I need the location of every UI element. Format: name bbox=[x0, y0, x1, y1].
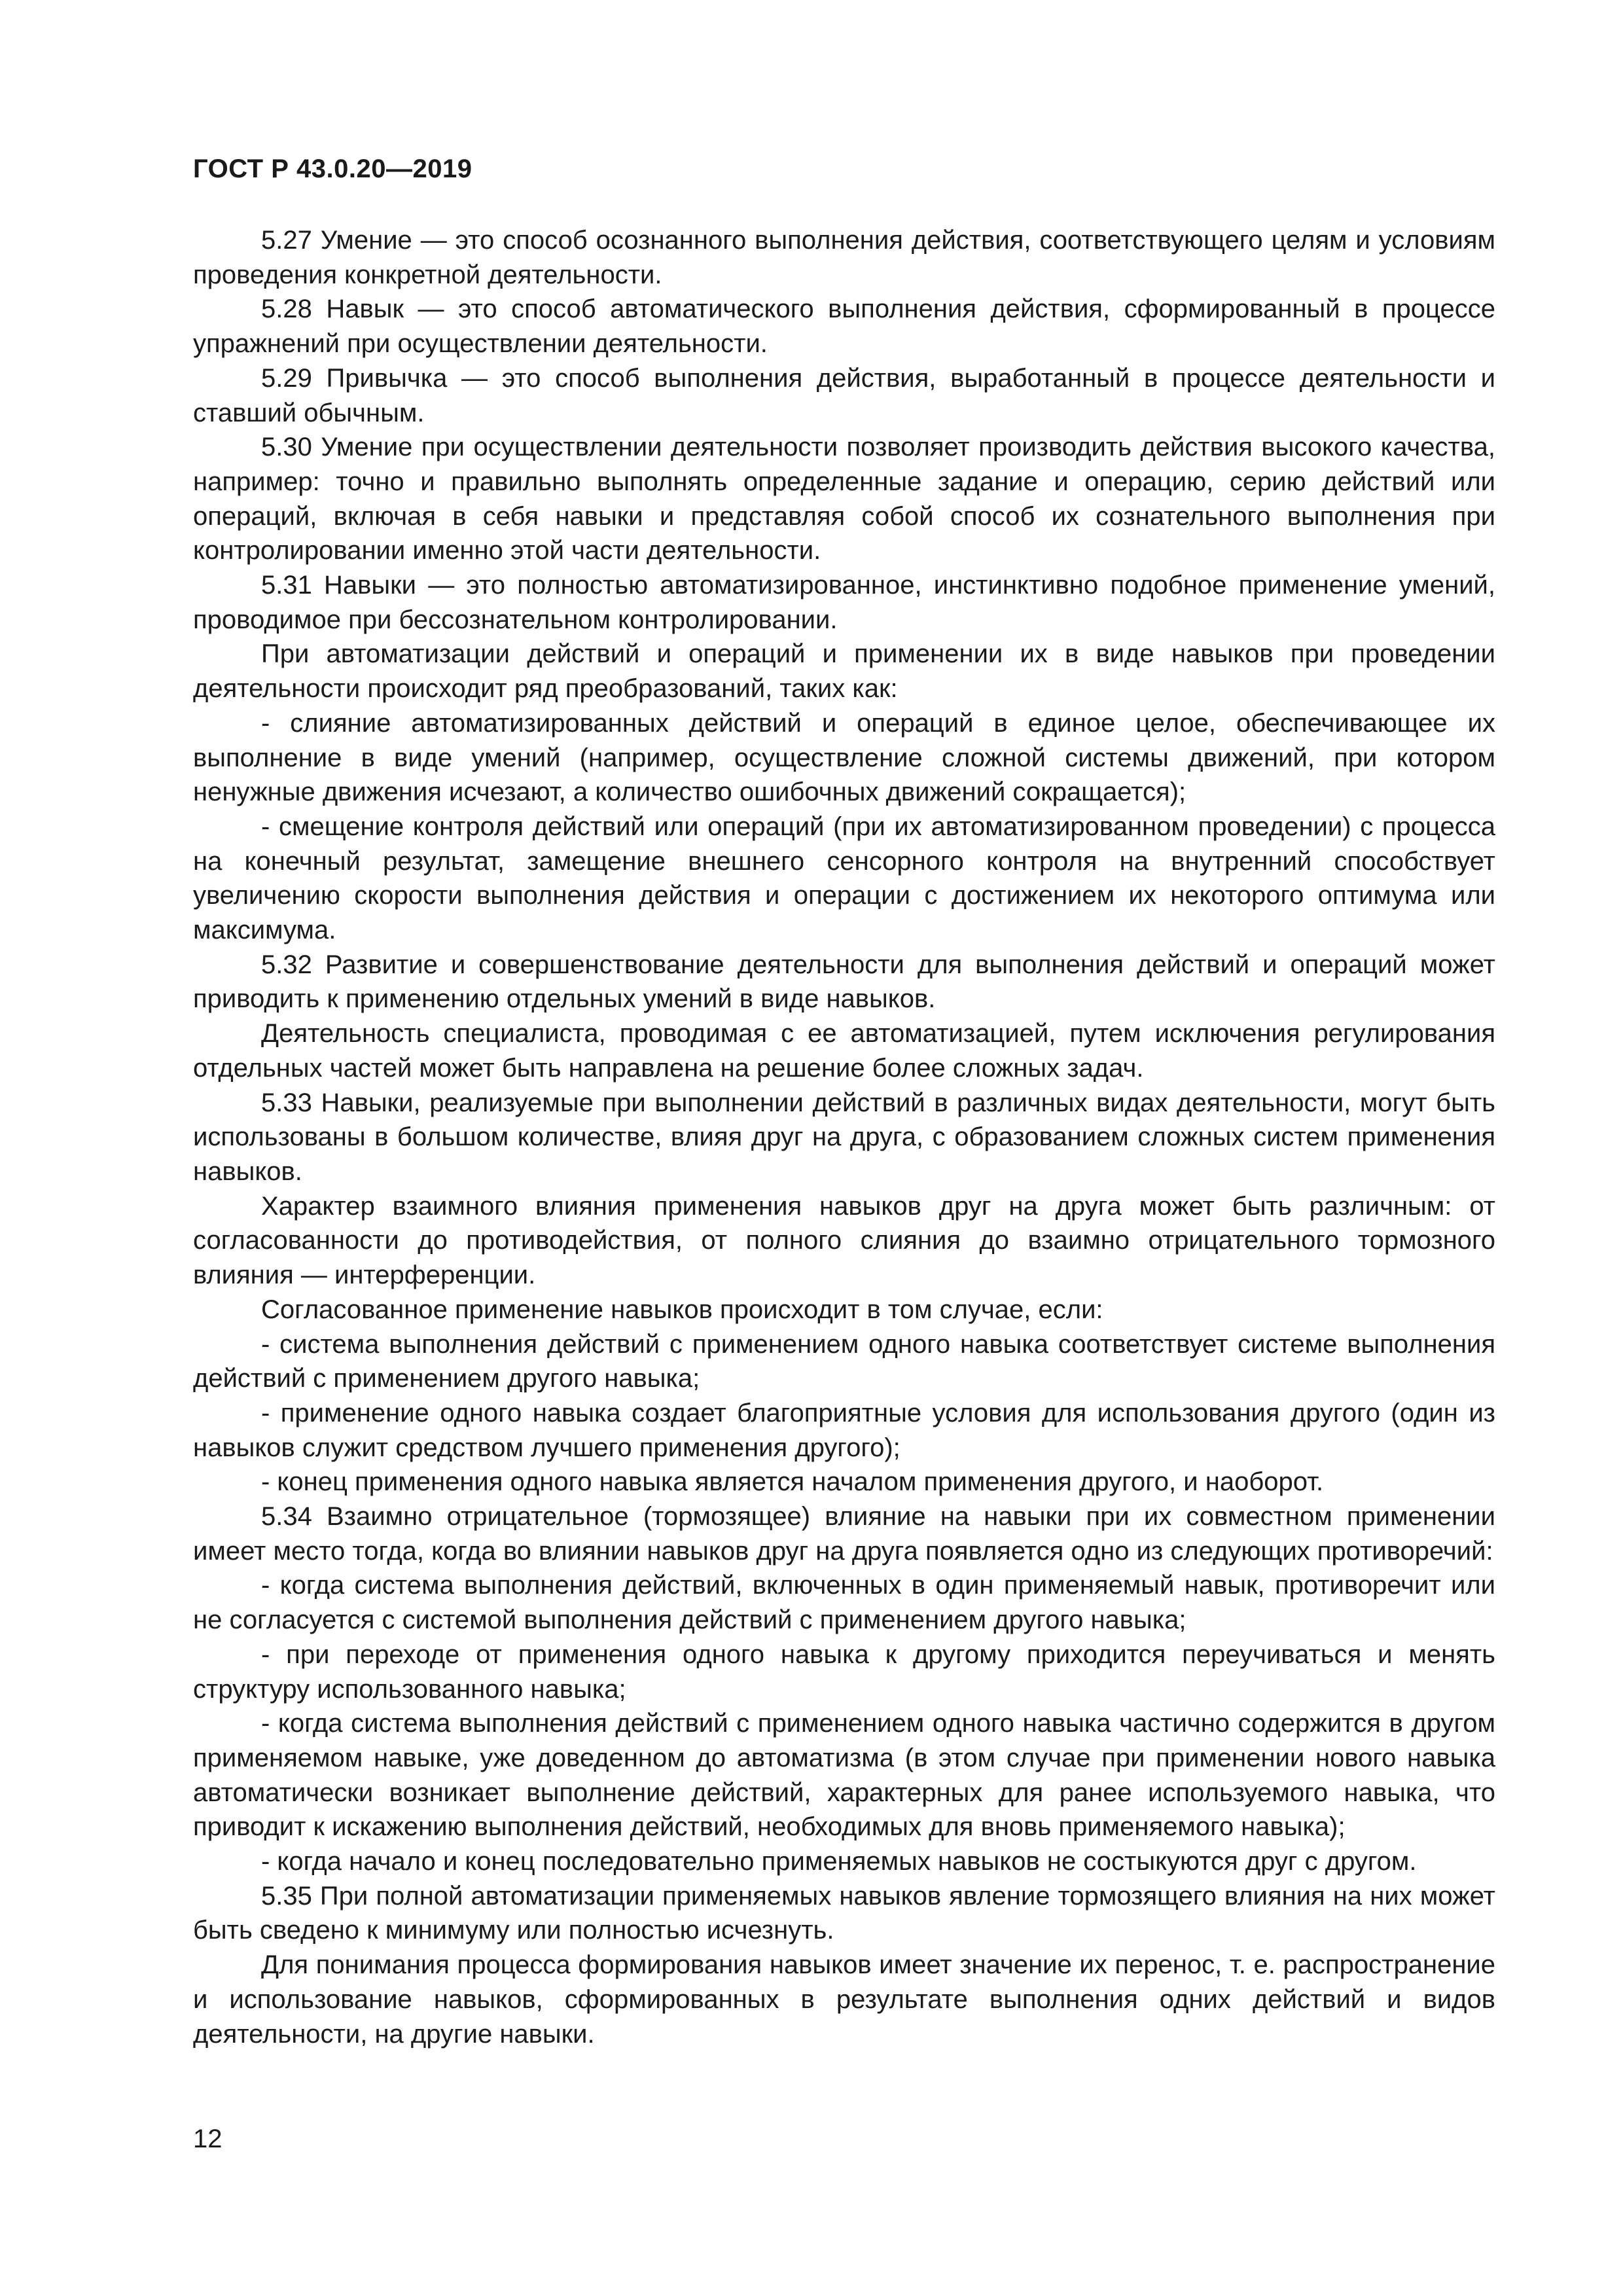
list-item: - слияние автоматизированных действий и операций в единое целое, обеспечивающее их выполнение в виде умений (например, осуществление сложной системы движений, при котором ненужные движения исчезают, а количество ошибочных движений сокращается); bbox=[193, 708, 1495, 807]
paragraph-5-29: 5.29 Привычка — это способ выполнения действия, выработанный в процессе деятельности и ставший обычным. bbox=[193, 363, 1495, 427]
list-item: - когда система выполнения действий с применением одного навыка частично содержится в другом применяемом навыке, уже доведенном до автоматизма (в этом случае при применении нового навыка автоматически возникает выполнение действий, характерных для ранее используемого навыка, что приводит к искажению выполнения действий, необходимых для вновь применяемого навыка); bbox=[193, 1709, 1495, 1842]
paragraph-coordinated-use: Согласованное применение навыков происходит в том случае, если: bbox=[261, 1295, 1103, 1324]
list-item: - конец применения одного навыка является началом применения другого, и наоборот. bbox=[261, 1467, 1324, 1497]
standard-code-header: ГОСТ Р 43.0.20—2019 bbox=[193, 154, 473, 183]
paragraph-specialist-activity: Деятельность специалиста, проводимая с ее автоматизацией, путем исключения регулирования отдельных частей может быть направлена на решение более сложных задач. bbox=[193, 1019, 1495, 1083]
list-item: - смещение контроля действий или операций (при их автоматизированном проведении) с процесса на конечный результат, замещение внешнего сенсорного контроля на внутренний способствует увеличению скорости выполнения действия и операции с достижением их некоторого оптимума или максимума. bbox=[193, 812, 1495, 945]
list-item: - система выполнения действий с применением одного навыка соответствует системе выполнения действий с применением другого навыка; bbox=[193, 1329, 1495, 1393]
paragraph-5-35: 5.35 При полной автоматизации применяемых навыков явление тормозящего влияния на них может быть сведено к минимуму или полностью исчезнуть. bbox=[193, 1881, 1495, 1945]
paragraph-skill-transfer: Для понимания процесса формирования навыков имеет значение их перенос, т. е. распространение и использование навыков, сформированных в результате выполнения одних действий и видов деятельности, на другие навыки. bbox=[193, 1950, 1495, 2049]
paragraph-5-27: 5.27 Умение — это способ осознанного выполнения действия, соответствующего целям и условиям проведения конкретной деятельности. bbox=[193, 226, 1495, 289]
list-item: - когда система выполнения действий, включенных в один применяемый навык, противоречит или не согласуется с системой выполнения действий с применением другого навыка; bbox=[193, 1571, 1495, 1635]
list-item: - при переходе от применения одного навыка к другому приходится переучиваться и менять структуру использованного навыка; bbox=[193, 1640, 1495, 1704]
paragraph-automation-intro: При автоматизации действий и операций и применении их в виде навыков при проведении деятельности происходит ряд преобразований, таких как: bbox=[193, 639, 1495, 704]
paragraph-5-31: 5.31 Навыки — это полностью автоматизированное, инстинктивно подобное применение умений, проводимое при бессознательном контролировании. bbox=[193, 571, 1495, 634]
paragraph-5-33: 5.33 Навыки, реализуемые при выполнении действий в различных видах деятельности, могут быть использованы в большом количестве, влияя друг на друга, с образованием сложных систем применения навыков. bbox=[193, 1088, 1495, 1186]
body-text bbox=[193, 223, 1495, 2051]
page-number: 12 bbox=[193, 2125, 223, 2153]
paragraph-5-28: 5.28 Навык — это способ автоматического выполнения действия, сформированный в процессе упражнений при осуществлении деятельности. bbox=[193, 295, 1495, 359]
paragraph-5-32: 5.32 Развитие и совершенствование деятельности для выполнения действий и операций может приводить к применению отдельных умений в виде навыков. bbox=[193, 950, 1495, 1014]
paragraph-5-30: 5.30 Умение при осуществлении деятельности позволяет производить действия высокого качества, например: точно и правильно выполнять определенные задание и операцию, серию действий или операций, включая в себя навыки и представляя собой способ их сознательного выполнения при контролировании именно этой части деятельности. bbox=[193, 433, 1495, 565]
list-item: - применение одного навыка создает благоприятные условия для использования другого (один из навыков служит средством лучшего применения другого); bbox=[193, 1398, 1495, 1462]
paragraph-5-34: 5.34 Взаимно отрицательное (тормозящее) влияние на навыки при их совместном применении имеет место тогда, когда во влиянии навыков друг на друга появляется одно из следующих противоречий: bbox=[193, 1502, 1495, 1566]
paragraph-mutual-influence: Характер взаимного влияния применения навыков друг на друга может быть различным: от согласованности до противодействия, от полного слияния до взаимно отрицательного тормозного влияния — интерференции. bbox=[193, 1191, 1495, 1290]
list-item: - когда начало и конец последовательно применяемых навыков не состыкуются друг с другом. bbox=[261, 1847, 1417, 1876]
